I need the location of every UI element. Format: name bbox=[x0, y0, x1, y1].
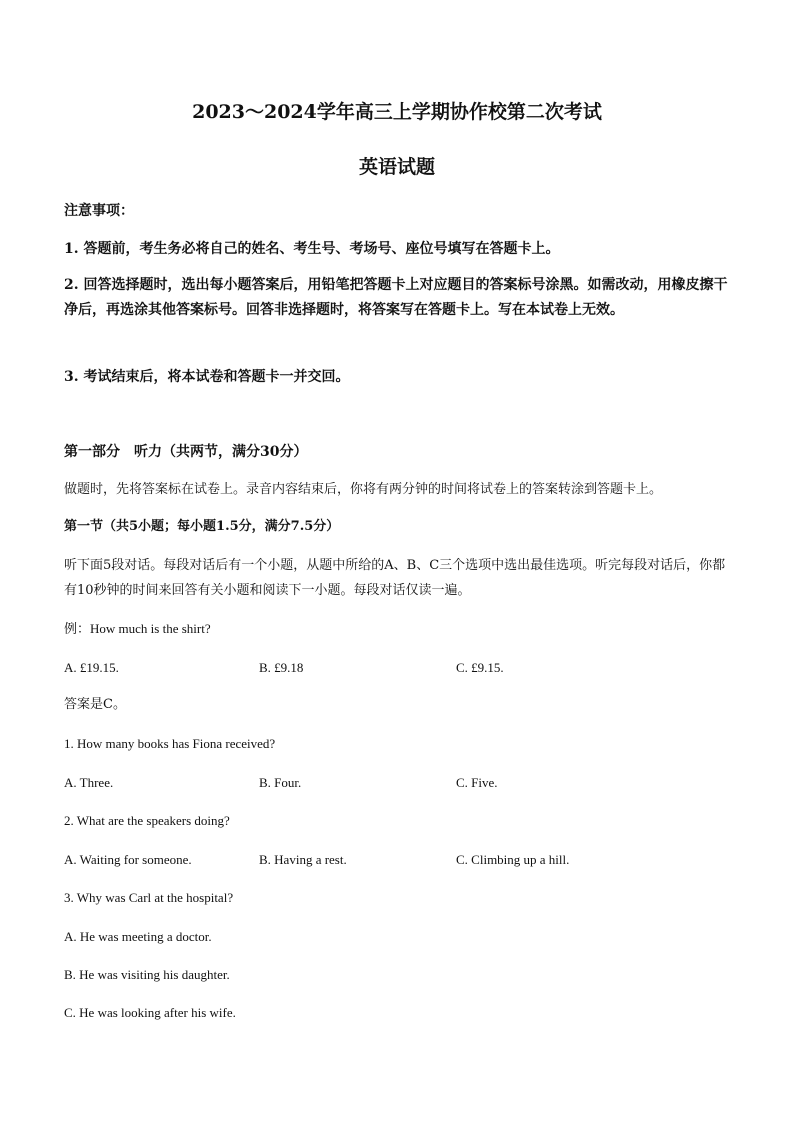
q2-option-a: A. Waiting for someone. bbox=[64, 852, 192, 867]
q2-option-c: C. Climbing up a hill. bbox=[456, 852, 570, 867]
notice-item-1: 1. 答题前，考生务必将自己的姓名、考生号、考场号、座位号填写在答题卡上。 bbox=[64, 241, 560, 257]
q1-option-b: B. Four. bbox=[259, 775, 302, 790]
section1-instruction: 听下面5段对话。每段对话后有一个小题，从题中所给的A、B、C三个选项中选出最佳选项。听完每段对话后，你都有10秒钟的时间来回答有关小题和阅读下一小题。每段对话仅读一遍。 bbox=[64, 558, 726, 598]
example-option-a: A. £19.15. bbox=[64, 660, 119, 675]
example-option-b: B. £9.18 bbox=[259, 660, 304, 675]
question-2: 2. What are the speakers doing? bbox=[64, 813, 230, 828]
example-option-c: C. £9.15. bbox=[456, 660, 504, 675]
notice-item-2: 2. 回答选择题时，选出每小题答案后，用铅笔把答题卡上对应题目的答案标号涂黑。如需改动，用橡皮擦干净后，再选涂其他答案标号。回答非选择题时，将答案写在答题卡上。写在本试卷上无效。 bbox=[64, 277, 728, 318]
q1-option-a: A. Three. bbox=[64, 775, 114, 790]
q3-option-a: A. He was meeting a doctor. bbox=[64, 929, 212, 944]
question-3: 3. Why was Carl at the hospital? bbox=[64, 890, 234, 905]
notice-item-3: 3. 考试结束后，将本试卷和答题卡一并交回。 bbox=[64, 369, 350, 385]
q1-option-c: C. Five. bbox=[456, 775, 498, 790]
part1-instruction: 做题时，先将答案标在试卷上。录音内容结束后，你将有两分钟的时间将试卷上的答案转涂到答题卡上。 bbox=[64, 482, 663, 497]
q3-option-b: B. He was visiting his daughter. bbox=[64, 967, 230, 982]
example-question: 例：How much is the shirt? bbox=[64, 621, 211, 636]
exam-title: 2023～2024学年高三上学期协作校第二次考试 bbox=[192, 101, 602, 123]
q3-option-c: C. He was looking after his wife. bbox=[64, 1005, 236, 1020]
section1-heading: 第一节（共5小题；每小题1.5分，满分7.5分） bbox=[64, 519, 340, 534]
exam-subtitle: 英语试题 bbox=[358, 156, 435, 178]
question-1: 1. How many books has Fiona received? bbox=[64, 736, 276, 751]
q2-option-b: B. Having a rest. bbox=[259, 852, 347, 867]
part1-heading: 第一部分 听力（共两节，满分30分） bbox=[64, 444, 308, 460]
notice-heading: 注意事项： bbox=[64, 203, 134, 219]
example-answer: 答案是C。 bbox=[64, 697, 126, 712]
